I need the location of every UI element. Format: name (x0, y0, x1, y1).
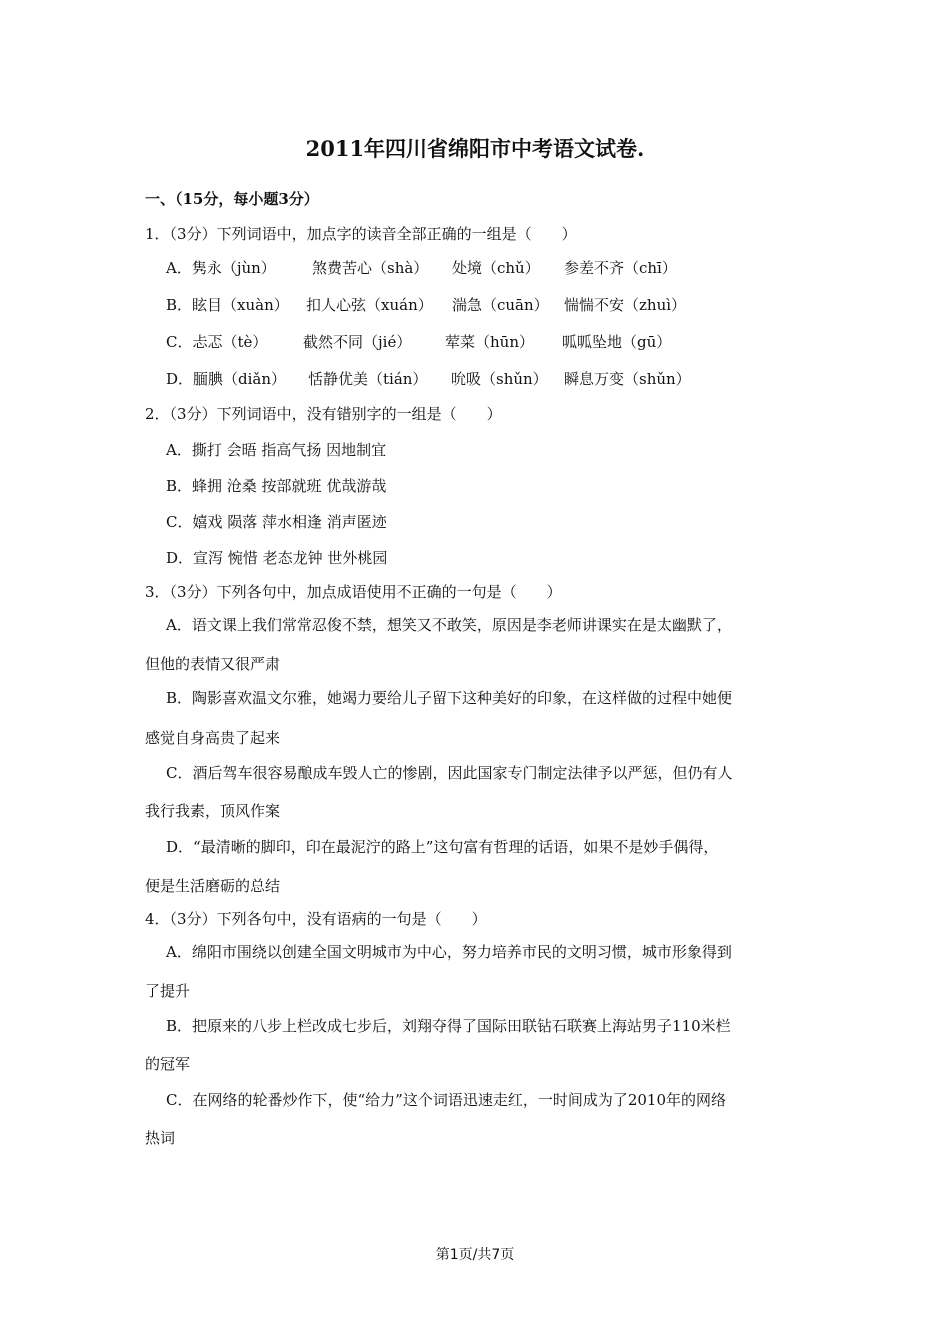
question-4-option-b-line-2: 的冠军 (145, 1055, 191, 1073)
section-heading: 一、（15分，每小题3分） (145, 190, 319, 208)
question-3-option-d-line-2: 便是生活磨砺的总结 (145, 877, 281, 895)
page-footer: 第1页/共7页 (435, 1247, 515, 1263)
q1-d-word-3: 吮吸（shǔn） (451, 370, 548, 388)
question-2-option-b: B．蜂拥 沧桑 按部就班 优哉游哉 (166, 477, 387, 495)
question-2-stem: 2．（3分）下列词语中，没有错别字的一组是（ ） (145, 405, 502, 423)
q1-a-word-3: 处境（chǔ） (452, 259, 540, 277)
question-3-option-b-line-1: B．陶影喜欢温文尔雅，她竭力要给儿子留下这种美好的印象，在这样做的过程中她便 (166, 689, 733, 707)
question-4-option-b-line-1: B．把原来的八步上栏改成七步后，刘翔夺得了国际田联钻石联赛上海站男子110米栏 (166, 1017, 731, 1035)
page-title: 2011年四川省绵阳市中考语文试卷. (305, 136, 645, 161)
question-3-option-a-line-2: 但他的表情又很严肃 (145, 655, 281, 673)
q1-a-word-4: 参差不齐（chī） (564, 259, 677, 277)
question-3-option-a-line-1: A．语文课上我们常常忍俊不禁，想笑又不敢笑，原因是李老师讲课实在是太幽默了， (166, 616, 732, 634)
q1-b-word-3: 湍急（cuān） (452, 296, 549, 314)
question-3-option-d-line-1: D．“最清晰的脚印，印在最泥泞的路上”这句富有哲理的话语，如果不是妙手偶得， (166, 838, 719, 856)
question-4-option-c-line-2: 热词 (145, 1129, 176, 1147)
q1-c-word-1: C．忐忑（tè） (166, 333, 268, 351)
q1-c-word-4: 呱呱坠地（gū） (562, 333, 672, 351)
q1-d-word-4: 瞬息万变（shǔn） (564, 370, 691, 388)
q1-d-word-1: D．腼腆（diǎn） (166, 370, 287, 388)
q1-c-word-2: 截然不同（jié） (303, 333, 412, 351)
question-4-option-a-line-1: A．绵阳市围绕以创建全国文明城市为中心，努力培养市民的文明习惯，城市形象得到 (166, 943, 732, 961)
q1-a-word-2: 煞费苦心（shà） (312, 259, 429, 277)
question-3-option-b-line-2: 感觉自身高贵了起来 (145, 729, 281, 747)
question-3-option-c-line-2: 我行我素，顶风作案 (145, 802, 281, 820)
q1-a-word-1: A．隽永（jùn） (166, 259, 276, 277)
q1-b-word-2: 扣人心弦（xuán） (306, 296, 433, 314)
question-2-option-d: D．宣泻 惋惜 老态龙钟 世外桃园 (166, 549, 388, 567)
q1-c-word-3: 荤菜（hūn） (445, 333, 534, 351)
question-1-stem: 1．（3分）下列词语中，加点字的读音全部正确的一组是（ ） (145, 225, 577, 243)
question-2-option-c: C．嬉戏 陨落 萍水相逢 消声匿迹 (166, 513, 387, 531)
q1-b-word-1: B．眩目（xuàn） (166, 296, 289, 314)
q1-b-word-4: 惴惴不安（zhuì） (564, 296, 687, 314)
question-4-option-a-line-2: 了提升 (145, 982, 191, 1000)
question-3-stem: 3．（3分）下列各句中，加点成语使用不正确的一句是（ ） (145, 583, 562, 601)
question-4-option-c-line-1: C．在网络的轮番炒作下，使“给力”这个词语迅速走红，一时间成为了2010年的网络 (166, 1091, 726, 1109)
q1-d-word-2: 恬静优美（tián） (308, 370, 428, 388)
question-4-stem: 4．（3分）下列各句中，没有语病的一句是（ ） (145, 910, 487, 928)
question-3-option-c-line-1: C．酒后驾车很容易酿成车毁人亡的惨剧，因此国家专门制定法律予以严惩，但仍有人 (166, 764, 733, 782)
question-2-option-a: A．撕打 会晤 指高气扬 因地制宜 (166, 441, 387, 459)
